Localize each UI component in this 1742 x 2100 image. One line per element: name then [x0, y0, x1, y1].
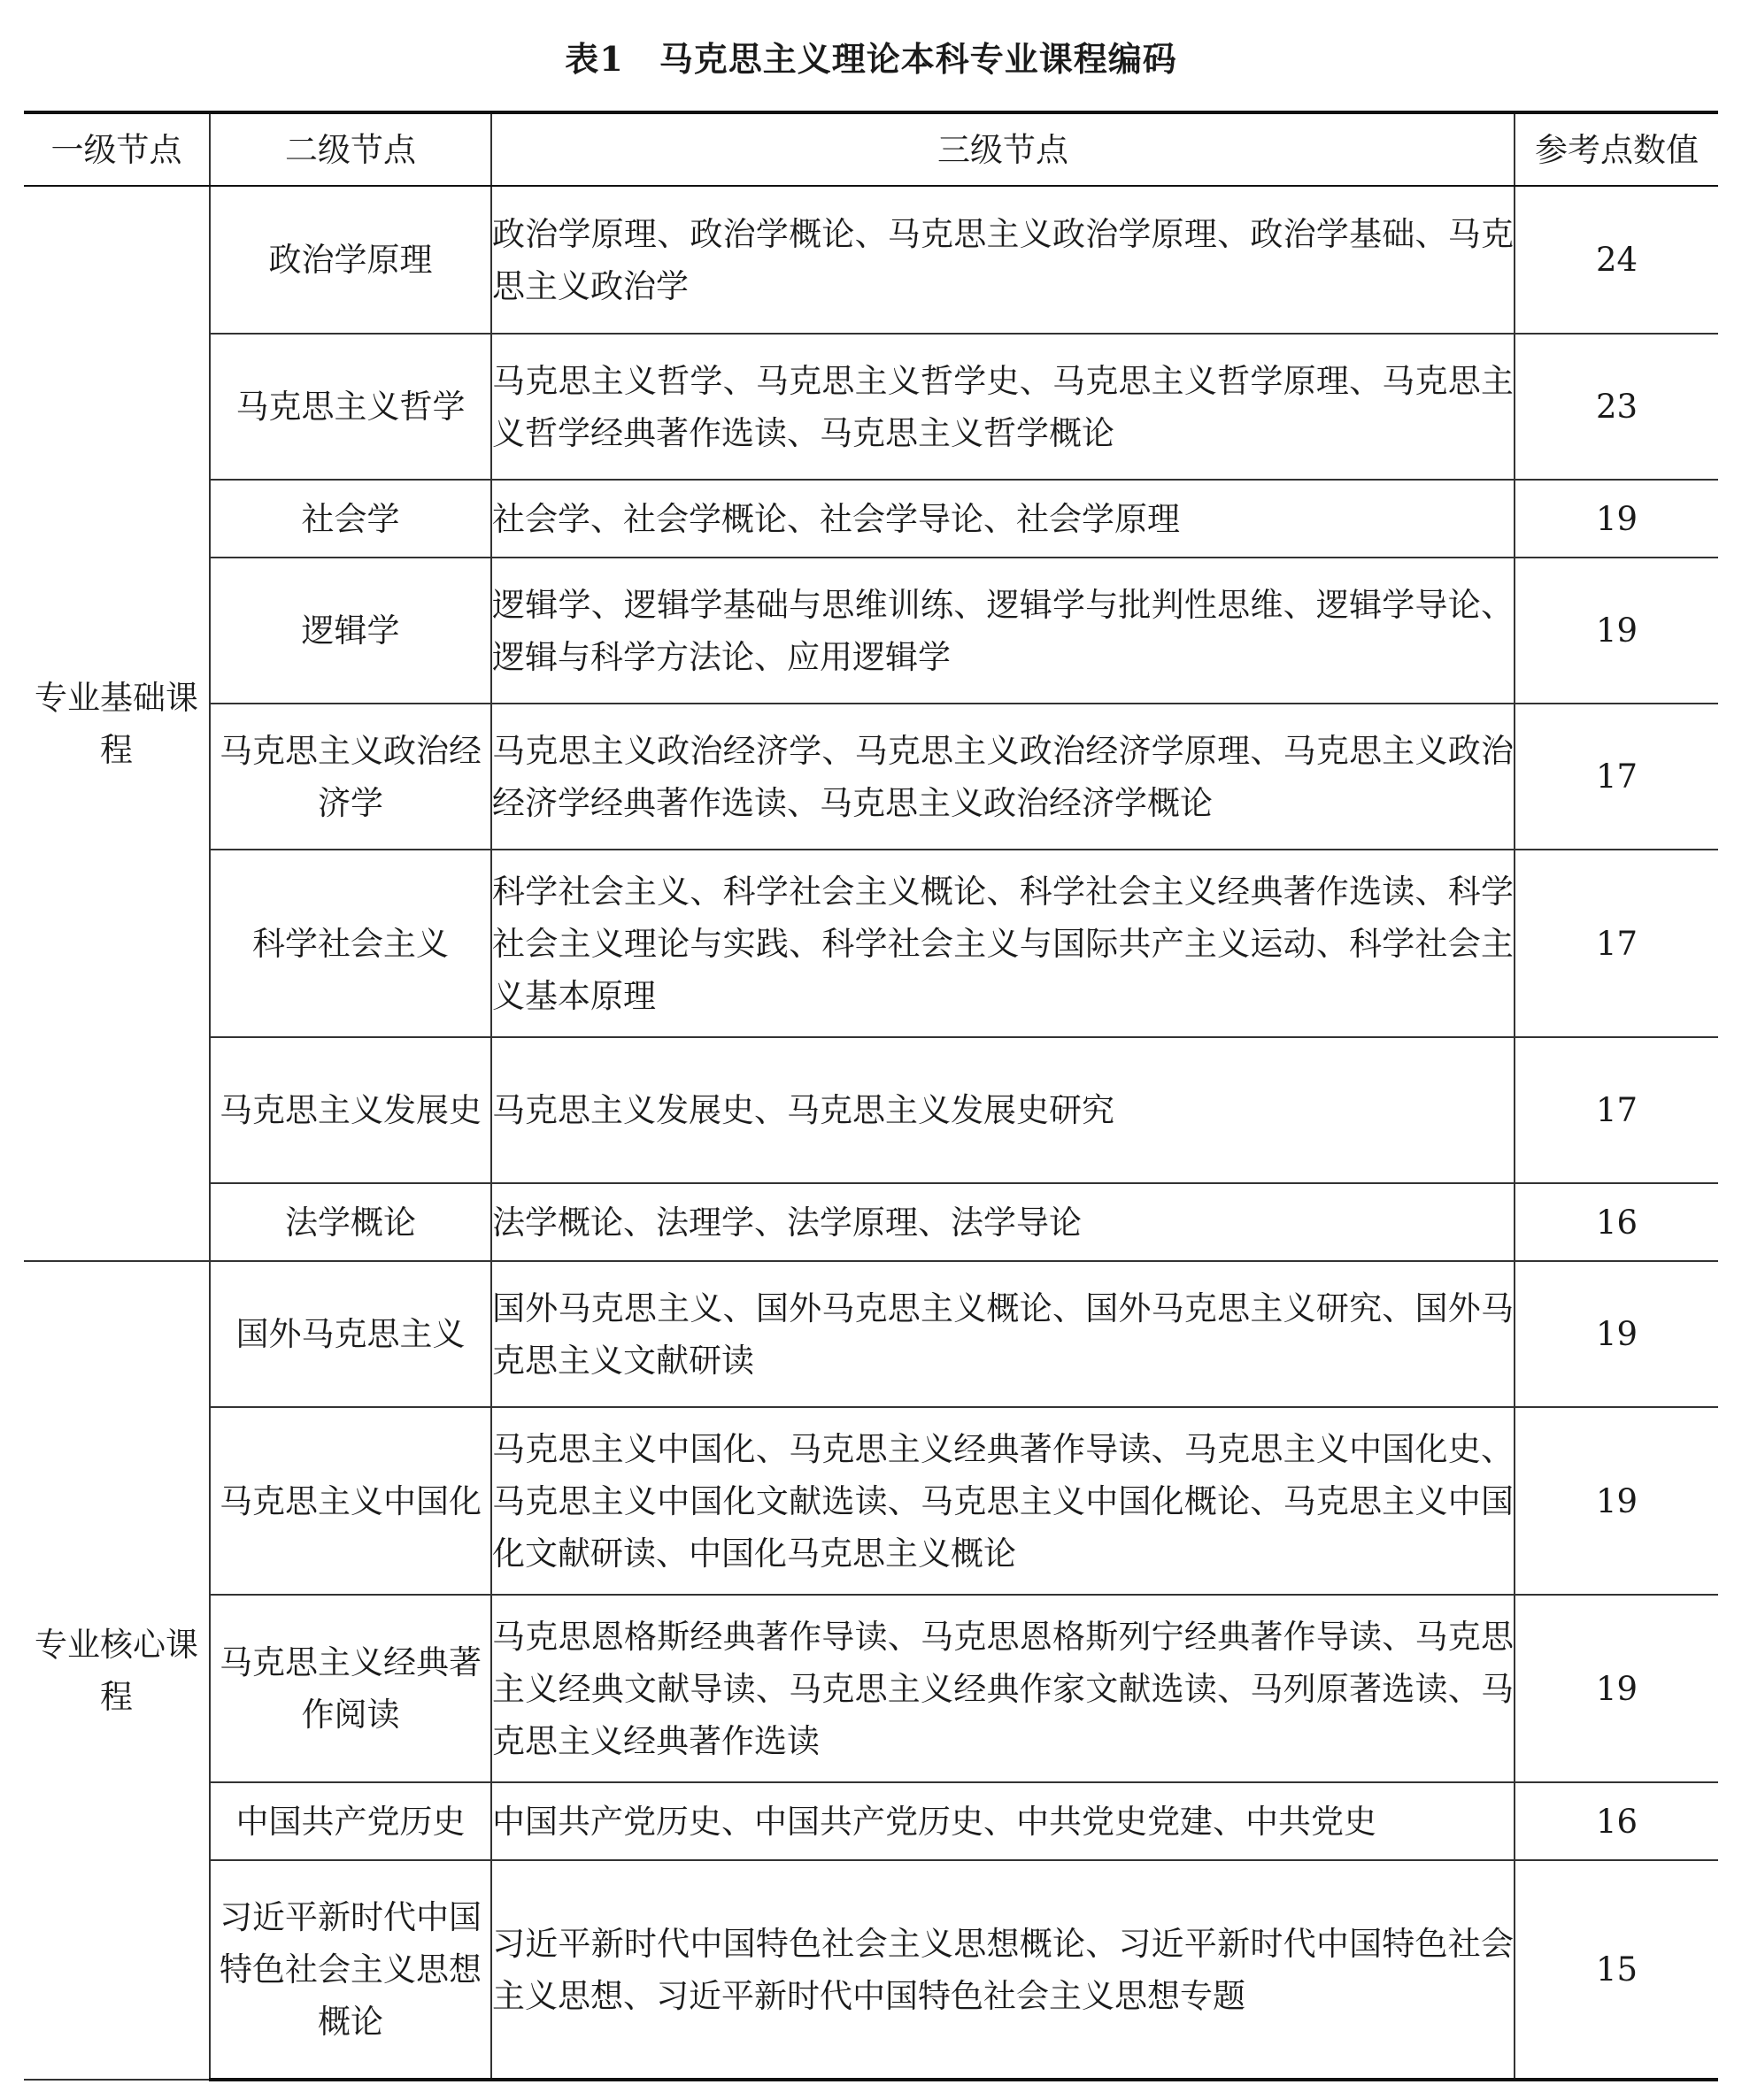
- table-row: [24, 480, 1718, 558]
- table-row: [24, 1037, 1718, 1183]
- table-row: [24, 704, 1718, 850]
- value-cell: 17: [1515, 1037, 1718, 1183]
- level2-cell: 法学概论: [210, 1183, 491, 1261]
- level2-cell: 马克思主义哲学: [210, 334, 491, 480]
- value-cell: 17: [1515, 850, 1718, 1037]
- level2-cell: 科学社会主义: [210, 850, 491, 1037]
- level3-cell: 马克思主义哲学、马克思主义哲学史、马克思主义哲学原理、马克思主义哲学经典著作选读、马克思主义哲学概论: [491, 334, 1515, 480]
- header-level1: 一级节点: [24, 112, 210, 186]
- level2-cell: 马克思主义政治经济学: [210, 704, 491, 850]
- level3-cell: 马克思恩格斯经典著作导读、马克思恩格斯列宁经典著作导读、马克思主义经典文献导读、马克思主义经典作家文献选读、马列原著选读、马克思主义经典著作选读: [491, 1595, 1515, 1782]
- table-caption: [0, 32, 1742, 81]
- course-coding-table: [24, 111, 1718, 2081]
- value-cell: 16: [1515, 1183, 1718, 1261]
- table-row: [24, 1782, 1718, 1860]
- value-cell: 23: [1515, 334, 1718, 480]
- level3-cell: 国外马克思主义、国外马克思主义概论、国外马克思主义研究、国外马克思主义文献研读: [491, 1261, 1515, 1407]
- level2-cell: 逻辑学: [210, 558, 491, 704]
- value-cell: 15: [1515, 1860, 1718, 2080]
- table-row: [24, 558, 1718, 704]
- value-cell: 19: [1515, 558, 1718, 704]
- level2-cell: 习近平新时代中国特色社会主义思想概论: [210, 1860, 491, 2080]
- level3-cell: 中国共产党历史、中国共产党历史、中共党史党建、中共党史: [491, 1782, 1515, 1860]
- level3-cell: 马克思主义中国化、马克思主义经典著作导读、马克思主义中国化史、马克思主义中国化文献选读、马克思主义中国化概论、马克思主义中国化文献研读、中国化马克思主义概论: [491, 1407, 1515, 1595]
- value-cell: 17: [1515, 704, 1718, 850]
- table-row: [24, 1595, 1718, 1782]
- level3-cell: 马克思主义发展史、马克思主义发展史研究: [491, 1037, 1515, 1183]
- table-row: [24, 1860, 1718, 2080]
- level2-cell: 马克思主义经典著作阅读: [210, 1595, 491, 1782]
- value-cell: 19: [1515, 1407, 1718, 1595]
- value-cell: 19: [1515, 1261, 1718, 1407]
- level2-cell: 政治学原理: [210, 186, 491, 334]
- level3-cell: 习近平新时代中国特色社会主义思想概论、习近平新时代中国特色社会主义思想、习近平新时代中国特色社会主义思想专题: [491, 1860, 1515, 2080]
- header-level3: 三级节点: [491, 112, 1515, 186]
- level2-cell: 社会学: [210, 480, 491, 558]
- table-row: [24, 850, 1718, 1037]
- header-row: [24, 112, 1718, 186]
- level3-cell: 逻辑学、逻辑学基础与思维训练、逻辑学与批判性思维、逻辑学导论、逻辑与科学方法论、应用逻辑学: [491, 558, 1515, 704]
- table-row: [24, 334, 1718, 480]
- level1-cell: 专业基础课程: [24, 186, 210, 1261]
- level3-cell: 社会学、社会学概论、社会学导论、社会学原理: [491, 480, 1515, 558]
- level2-cell: 马克思主义发展史: [210, 1037, 491, 1183]
- level3-cell: 科学社会主义、科学社会主义概论、科学社会主义经典著作选读、科学社会主义理论与实践、科学社会主义与国际共产主义运动、科学社会主义基本原理: [491, 850, 1515, 1037]
- table-row: [24, 1183, 1718, 1261]
- value-cell: 19: [1515, 480, 1718, 558]
- header-level2: 二级节点: [210, 112, 491, 186]
- level2-cell: 国外马克思主义: [210, 1261, 491, 1407]
- level3-cell: 法学概论、法理学、法学原理、法学导论: [491, 1183, 1515, 1261]
- level1-cell: 专业核心课程: [24, 1261, 210, 2080]
- level3-cell: 政治学原理、政治学概论、马克思主义政治学原理、政治学基础、马克思主义政治学: [491, 186, 1515, 334]
- table-row: [24, 1261, 1718, 1407]
- level2-cell: 中国共产党历史: [210, 1782, 491, 1860]
- value-cell: 19: [1515, 1595, 1718, 1782]
- header-value: 参考点数值: [1515, 112, 1718, 186]
- level3-cell: 马克思主义政治经济学、马克思主义政治经济学原理、马克思主义政治经济学经典著作选读、马克思主义政治经济学概论: [491, 704, 1515, 850]
- table-row: [24, 186, 1718, 334]
- level2-cell: 马克思主义中国化: [210, 1407, 491, 1595]
- table-title: 马克思主义理论本科专业课程编码: [659, 39, 1177, 79]
- value-cell: 16: [1515, 1782, 1718, 1860]
- value-cell: 24: [1515, 186, 1718, 334]
- table-number: 表1: [565, 39, 624, 79]
- table-row: [24, 1407, 1718, 1595]
